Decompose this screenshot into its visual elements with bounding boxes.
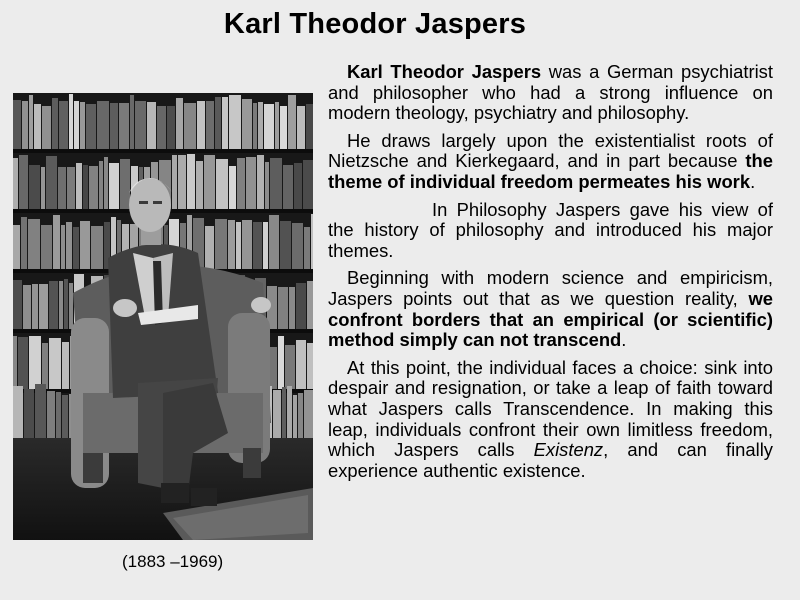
paragraph-empiricism [328,268,773,350]
portrait-photo [13,93,313,540]
text-run: Existenz [533,439,604,461]
text-run: was a German psychiatrist and philosopher who had a strong influence on modern theology, psychiatry and philosophy. [328,61,773,124]
text-run: Beginning with modern science and empiricism, Jaspers points out that as we question reality, [328,267,773,309]
text-run: He draws largely upon the existentialist roots of Nietzsche and Kierkegaard, and in part because [328,129,773,172]
caption-years: (1883 –1969) [122,552,224,571]
paragraph-philosophy [328,200,773,262]
text-run: , and can finally experience authentic existence. [328,439,773,481]
paragraph-intro [328,62,773,124]
body-text [328,62,773,488]
text-run: At this point, the individual faces a choice: sink into despair and resignation, or take a leap of faith toward what Jaspers calls Transcendence. In making this leap, individuals confront their own limitless freedom, which Jaspers calls [328,356,773,461]
text-run: we confront borders that an empirical (or scientific) method simply can not transcend [328,287,773,351]
text-run: . [750,170,756,192]
text-run: Karl Theodor Jaspers [347,61,542,82]
paragraph-choice [328,358,773,482]
paragraph-existentialist-roots [328,131,773,193]
text-run: the theme of individual freedom permeates his work [328,150,773,192]
slide-title: Karl Theodor Jaspers [223,8,527,40]
text-run: . [621,329,627,351]
text-run: In Philosophy Jaspers gave his view of the history of philosophy and introduced his major themes. [328,198,773,261]
